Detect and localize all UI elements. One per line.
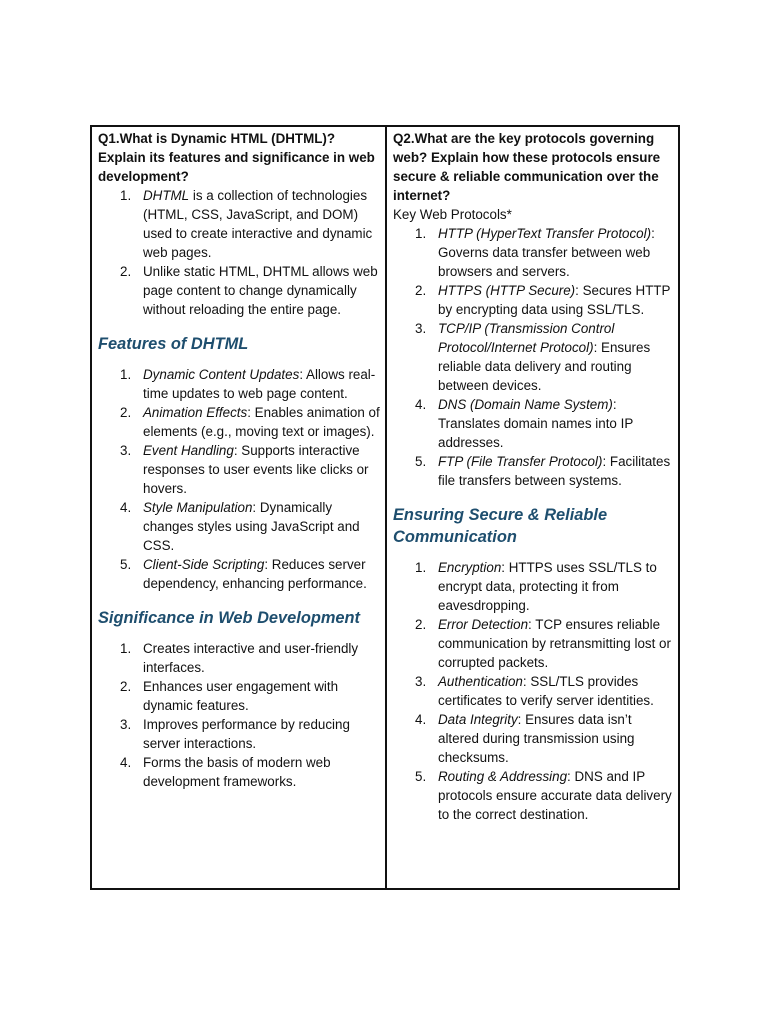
- list-separator: :: [528, 617, 532, 632]
- list-item: [98, 677, 381, 715]
- list-separator: :: [299, 367, 304, 382]
- list-item: [98, 639, 381, 677]
- list-item: [98, 441, 381, 498]
- list-text: Improves performance by reducing server interactions.: [143, 717, 350, 751]
- list-item: [98, 186, 381, 262]
- list-item: [393, 319, 674, 395]
- list-term: Encryption: [438, 560, 502, 575]
- list-number: 3.: [120, 717, 132, 732]
- list-number: 2.: [415, 283, 427, 298]
- list-text: is a collection of technologies (HTML, CSS, JavaScript, and DOM) used to create interactive and dynamic web pages.: [143, 188, 373, 260]
- list-number: 2.: [120, 679, 132, 694]
- list-number: 5.: [415, 454, 427, 469]
- list-text: Dynamically changes styles using JavaScript and CSS.: [143, 500, 360, 553]
- list-item: [393, 452, 674, 490]
- list-term: Data Integrity: [438, 712, 518, 727]
- list-term: TCP/IP (Transmission Control Protocol/Internet Protocol): [438, 321, 615, 355]
- list-number: 5.: [415, 769, 427, 784]
- list-text: Supports interactive responses to user events like clicks or hovers.: [143, 443, 369, 496]
- list-item: [98, 715, 381, 753]
- list-term: Authentication: [438, 674, 523, 689]
- list-number: 3.: [120, 443, 132, 458]
- list-number: 1.: [415, 226, 427, 241]
- list-number: 2.: [120, 405, 132, 420]
- list-item: [98, 555, 381, 593]
- list-number: 4.: [415, 712, 427, 727]
- list-item: [393, 224, 674, 281]
- q2-question: Q2.What are the key protocols governing web? Explain how these protocols ensure secure & reliable communication over the internet?: [393, 131, 661, 203]
- features-list: [98, 365, 381, 593]
- list-text: Ensures reliable data delivery and routing between devices.: [438, 340, 651, 393]
- list-term: Error Detection: [438, 617, 529, 632]
- list-text: Creates interactive and user-friendly interfaces.: [143, 641, 359, 675]
- q1-question: Q1.What is Dynamic HTML (DHTML)? Explain its features and significance in web development?: [98, 131, 375, 184]
- list-term: Animation Effects: [143, 405, 248, 420]
- features-heading: Features of DHTML: [98, 335, 249, 353]
- list-number: 4.: [120, 755, 132, 770]
- list-term: Client-Side Scripting: [143, 557, 265, 572]
- list-number: 5.: [120, 557, 132, 572]
- list-text: Facilitates file transfers between systems.: [438, 454, 671, 488]
- list-item: [393, 672, 674, 710]
- list-separator: :: [593, 340, 598, 355]
- list-number: 1.: [120, 188, 132, 203]
- list-text: HTTPS uses SSL/TLS to encrypt data, protecting it from eavesdropping.: [438, 560, 657, 613]
- list-item: [98, 498, 381, 555]
- list-text: Unlike static HTML, DHTML allows web page content to change dynamically without reloading the entire page.: [143, 264, 378, 317]
- list-text: Allows real-time updates to web page content.: [143, 367, 376, 401]
- list-number: 3.: [415, 321, 427, 336]
- list-separator: :: [567, 769, 571, 784]
- list-term: FTP (File Transfer Protocol): [438, 454, 603, 469]
- list-separator: :: [651, 226, 655, 241]
- list-item: [98, 753, 381, 791]
- list-separator: :: [247, 405, 251, 420]
- list-separator: :: [575, 283, 579, 298]
- list-item: [393, 615, 674, 672]
- list-number: 2.: [120, 264, 132, 279]
- list-term: DNS (Domain Name System): [438, 397, 613, 412]
- list-text: Forms the basis of modern web development frameworks.: [143, 755, 331, 789]
- secure-list: [393, 558, 674, 824]
- list-separator: :: [233, 443, 238, 458]
- list-separator: :: [602, 454, 607, 469]
- list-text: Enables animation of elements (e.g., moving text or images).: [143, 405, 380, 439]
- list-separator: :: [264, 557, 269, 572]
- list-number: 3.: [415, 674, 427, 689]
- list-number: 4.: [120, 500, 132, 515]
- list-text: TCP ensures reliable communication by retransmitting lost or corrupted packets.: [438, 617, 671, 670]
- list-number: 4.: [415, 397, 427, 412]
- list-item: [393, 767, 674, 824]
- q2-cell: [385, 127, 678, 888]
- list-text: Ensures data isn’t altered during transmission using checksums.: [438, 712, 635, 765]
- list-number: 1.: [120, 367, 132, 382]
- list-item: [393, 710, 674, 767]
- q1-intro-list: [98, 186, 381, 319]
- list-number: 1.: [415, 560, 427, 575]
- qa-table: [90, 125, 680, 890]
- q1-cell: [92, 127, 385, 888]
- significance-heading: Significance in Web Development: [98, 609, 361, 627]
- list-item: [393, 558, 674, 615]
- list-term: HTTPS (HTTP Secure): [438, 283, 576, 298]
- list-separator: :: [612, 397, 617, 412]
- protocols-list: [393, 224, 674, 490]
- list-item: [393, 395, 674, 452]
- list-text: Reduces server dependency, enhancing performance.: [143, 557, 367, 591]
- significance-list: [98, 639, 381, 791]
- list-term: Routing & Addressing: [438, 769, 568, 784]
- list-term: DHTML: [143, 188, 190, 203]
- list-number: 2.: [415, 617, 427, 632]
- list-text: Translates domain names into IP addresses.: [438, 416, 634, 450]
- list-term: Dynamic Content Updates: [143, 367, 300, 382]
- list-term: Event Handling: [143, 443, 234, 458]
- list-text: Enhances user engagement with dynamic features.: [143, 679, 339, 713]
- list-separator: :: [522, 674, 527, 689]
- list-term: HTTP (HyperText Transfer Protocol): [438, 226, 652, 241]
- list-term: Style Manipulation: [143, 500, 253, 515]
- list-item: [393, 281, 674, 319]
- list-separator: :: [252, 500, 257, 515]
- protocols-label: Key Web Protocols*: [393, 207, 512, 222]
- list-item: [98, 365, 381, 403]
- list-text: Governs data transfer between web browsers and servers.: [438, 245, 651, 279]
- secure-heading: Ensuring Secure & Reliable Communication: [393, 506, 608, 546]
- list-text: DNS and IP protocols ensure accurate data delivery to the correct destination.: [438, 769, 672, 822]
- list-text: Secures HTTP by encrypting data using SSL/TLS.: [438, 283, 671, 317]
- list-text: SSL/TLS provides certificates to verify server identities.: [438, 674, 654, 708]
- list-separator: :: [517, 712, 522, 727]
- list-number: 1.: [120, 641, 132, 656]
- list-item: [98, 403, 381, 441]
- list-item: [98, 262, 381, 319]
- list-separator: :: [501, 560, 505, 575]
